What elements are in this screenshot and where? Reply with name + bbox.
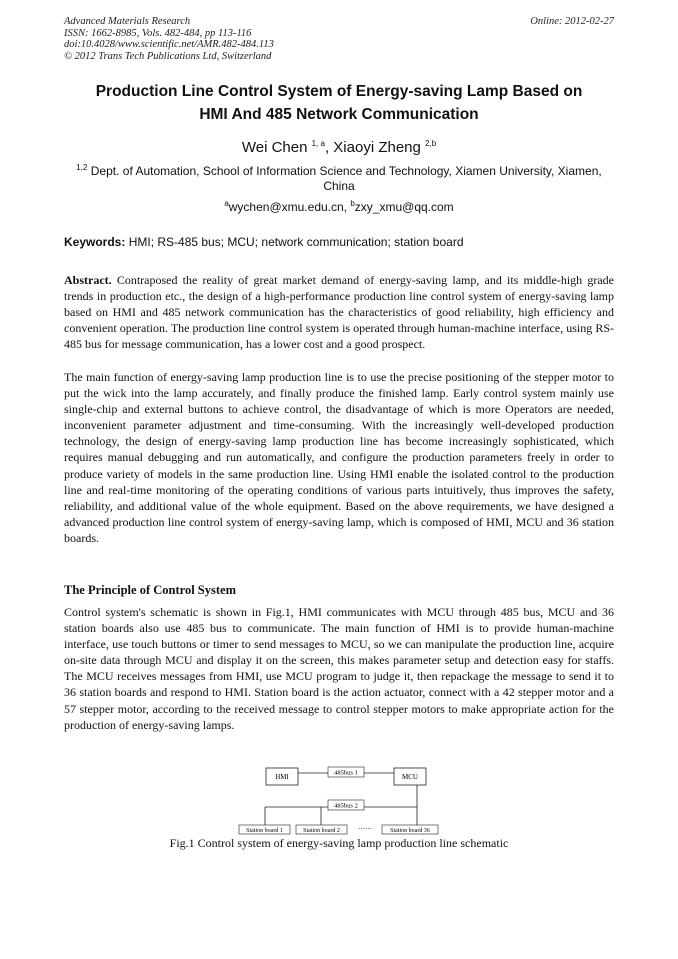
keywords-text: HMI; RS-485 bus; MCU; network communication; station board (125, 235, 464, 249)
station-board-2-label: Station board 2 (303, 828, 340, 834)
author-1: Wei Chen (241, 139, 308, 156)
doi-line: doi:10.4028/www.scientific.net/AMR.482-484.113 (64, 39, 274, 50)
bus1-label: 485bus 1 (334, 769, 358, 777)
author-list (64, 138, 614, 158)
online-date: Online: 2012-02-27 (530, 16, 614, 27)
affiliation-text: Dept. of Automation, School of Information Science and Technology, Xiamen University, Xiamen, China (87, 164, 602, 193)
affiliation (64, 164, 614, 194)
abstract-text: Contraposed the reality of great market demand of energy-saving lamp, and its middle-high grade trends in production etc., the design of a high-performance production line control system of energy-saving lamp based on HMI and 485 network communication has the characteristics of good reliability, high efficiency and convenient operation. The production line control system is operated through human-machine interface, using RS-485 bus for message communication, has a lower cost and a good prospect. (64, 273, 614, 352)
station-board-36-label: Station board 36 (390, 828, 430, 834)
intro-paragraph (64, 369, 614, 546)
copyright-line: © 2012 Trans Tech Publications Ltd, Switzerland (64, 50, 272, 62)
section-heading: The Principle of Control System (64, 583, 236, 597)
abstract (64, 272, 614, 352)
mcu-label: MCU (402, 773, 418, 781)
issn-line: ISSN: 1662-8985, Vols. 482-484, pp 113-116 (64, 27, 252, 39)
journal-header (64, 16, 274, 62)
figure-caption: Fig.1 Control system of energy-saving lamp production line schematic (169, 836, 509, 850)
email-b: zxy_xmu@qq.com (354, 200, 454, 214)
email-marker-b: b (350, 199, 355, 208)
intro-text: The main function of energy-saving lamp production line is to use the precise positioning of the stepper motor to put the wick into the lamp accurately, and finally produce the finished lamp. Early control system mainly use single-chip and external buttons to achieve control, the disadvantage of which is more Operators are needed, inconvenient parameter adjustment and time-consuming. With the increasingly well-developed production technology, the design of energy-saving lamp production line has become increasingly sophisticated, which requires manual debugging and run automatically, and configure the production parameters freely in order to produce variety of models in the same production line. Using HMI enable the isolated control to the production line and real-time monitoring of the operating conditions of various parts intuitively, thus improves the safety, reliability, and additional value of the whole equipment. Based on the above requirements, we have designed a advanced production line control system of energy-saving lamp, which is composed of HMI, MCU and 36 station boards. (64, 370, 614, 545)
author-2: Xiaoyi Zheng (333, 139, 421, 156)
station-board-1-label: Station board 1 (246, 828, 283, 834)
ellipsis: ······ (358, 825, 372, 833)
author-emails (64, 200, 614, 215)
author-2-affil: 2,b (425, 139, 437, 148)
affiliation-marker: 1,2 (76, 163, 88, 172)
title-line-2: HMI And 485 Network Communication (199, 106, 479, 123)
author-1-affil: 1, a (311, 139, 325, 148)
principle-text: Control system's schematic is shown in Fig.1, HMI communicates with MCU through 485 bus, MCU and 36 station boards also use 485 bus to communicate. The main function of HMI is to provide human-machine interface, use touch buttons or timer to send messages to MCU, so we can manipulate the production line, acquire on-site data through MCU and display it on the screen, this makes parameter setup and detection easy for staffs. The MCU receives messages from HMI, use MCU program to judge it, then repackage the message to send it to 36 station boards and respond to HMI. Station board is the action actuator, connect with a 42 stepper motor and a 57 stepper motor, according to the received message to control stepper motors to make appropriate action for the production of energy-saving lamps. (64, 605, 614, 732)
email-marker-a: a (224, 199, 229, 208)
principle-paragraph (64, 604, 614, 733)
keywords (64, 235, 614, 250)
journal-name: Advanced Materials Research (64, 16, 191, 27)
bus2-label: 485bus 2 (334, 802, 358, 810)
author-separator: , (324, 139, 334, 156)
paper-title (64, 80, 614, 126)
email-a: wychen@xmu.edu.cn, (228, 200, 351, 214)
control-system-diagram (230, 762, 450, 838)
keywords-label: Keywords: (64, 235, 126, 249)
abstract-label: Abstract. (64, 273, 112, 287)
title-line-1: Production Line Control System of Energy-saving Lamp Based on (95, 83, 583, 100)
hmi-label: HMI (275, 773, 289, 781)
